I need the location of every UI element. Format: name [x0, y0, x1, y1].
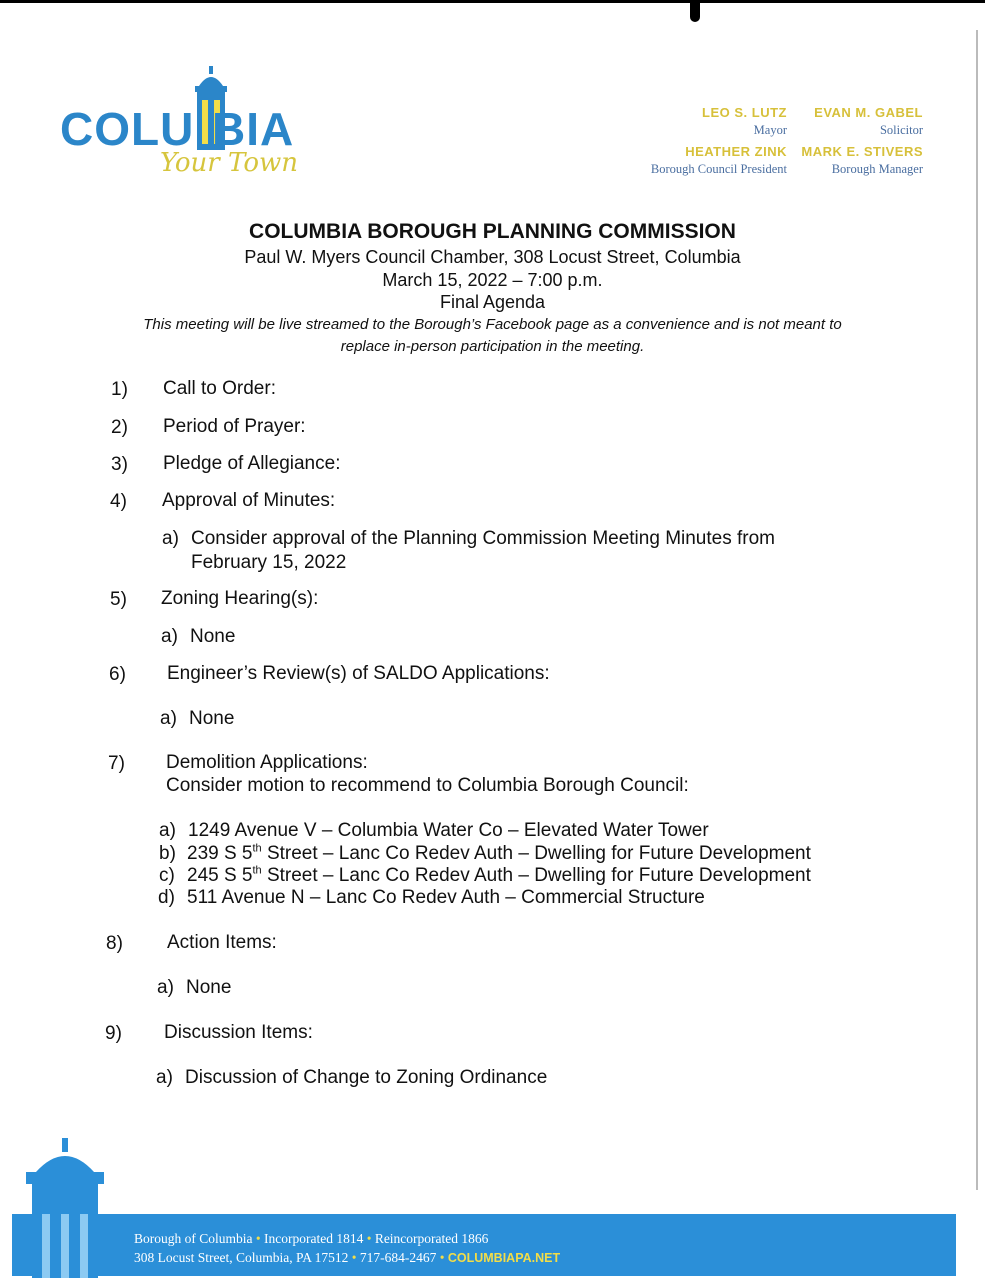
- agenda-sub-letter: c): [159, 865, 175, 886]
- columbia-logo: [60, 66, 310, 186]
- agenda-item-title: Discussion Items:: [164, 1022, 313, 1043]
- agenda-sub-text: None: [190, 626, 236, 647]
- tower-icon: [22, 1138, 108, 1278]
- agenda-sub-letter: a): [160, 708, 177, 729]
- agenda-sub-text: Discussion of Change to Zoning Ordinance: [185, 1067, 548, 1088]
- meeting-datetime: March 15, 2022 – 7:00 p.m.: [382, 270, 603, 290]
- footer-phone: 717-684-2467: [359, 1250, 437, 1265]
- footer-contact-line: 308 Locust Street, Columbia, PA 17512 • 717-684-2467 • COLUMBIAPA.NET: [134, 1250, 561, 1265]
- agenda-type: Final Agenda: [439, 292, 546, 312]
- scan-right-edge: [976, 30, 978, 1190]
- agenda-number: 1): [111, 379, 128, 400]
- agenda-sub-text: 511 Avenue N – Lanc Co Redev Auth – Commercial Structure: [187, 887, 705, 908]
- document-title: COLUMBIA BOROUGH PLANNING COMMISSION: [249, 220, 736, 243]
- official-mayor: [702, 105, 787, 138]
- official-title: Borough Manager: [831, 162, 923, 176]
- official-title: Solicitor: [879, 123, 923, 137]
- livestream-note-line-2: replace in-person participation in the meeting.: [340, 338, 645, 355]
- agenda-number: 8): [106, 933, 123, 954]
- agenda-item-title: Call to Order:: [163, 378, 276, 399]
- agenda-sub-text: Consider approval of the Planning Commission Meeting Minutes from: [191, 528, 775, 549]
- agenda-item-title: Pledge of Allegiance:: [163, 453, 341, 474]
- agenda-sub-letter: a): [161, 626, 178, 647]
- official-name: HEATHER ZINK: [685, 144, 787, 159]
- agenda-item-title: Period of Prayer:: [163, 416, 306, 437]
- agenda-number: 3): [111, 454, 128, 475]
- official-name: LEO S. LUTZ: [702, 105, 787, 120]
- logo-tagline: Your Town: [160, 148, 298, 178]
- official-title: Borough Council President: [650, 162, 787, 176]
- official-solicitor: [814, 105, 923, 138]
- official-name: MARK E. STIVERS: [801, 144, 923, 159]
- agenda-item-title: Zoning Hearing(s):: [161, 588, 319, 609]
- agenda-sub-letter: a): [156, 1067, 173, 1088]
- agenda-item-title: Demolition Applications:: [166, 752, 368, 773]
- agenda-number: 7): [108, 753, 125, 774]
- scan-mark: [690, 0, 700, 22]
- agenda-sub-letter: b): [159, 843, 176, 864]
- official-borough-manager: [801, 144, 923, 177]
- official-council-president: [651, 144, 787, 177]
- agenda-sub-text: None: [186, 977, 232, 998]
- agenda-sub-letter: a): [159, 820, 176, 841]
- official-title: Mayor: [753, 123, 787, 137]
- footer-website-link[interactable]: COLUMBIAPA.NET: [447, 1251, 561, 1265]
- agenda-item-title: Action Items:: [167, 932, 277, 953]
- livestream-note-line-1: This meeting will be live streamed to the Borough’s Facebook page as a convenience and is not meant to: [143, 316, 842, 333]
- footer-history-line: Borough of Columbia • Incorporated 1814 • Reincorporated 1866: [134, 1231, 489, 1246]
- agenda-sub-text-continued: February 15, 2022: [191, 552, 347, 573]
- agenda-sub-text: None: [189, 708, 235, 729]
- logo-word-left: COLU: [60, 103, 195, 155]
- logo-word-right: BIA: [212, 103, 295, 155]
- agenda-item-subtitle: Consider motion to recommend to Columbia Borough Council:: [166, 775, 689, 796]
- agenda-number: 4): [110, 491, 127, 512]
- agenda-number: 6): [109, 664, 126, 685]
- footer-address: 308 Locust Street, Columbia, PA 17512: [134, 1250, 349, 1265]
- scan-top-edge: [0, 0, 985, 3]
- official-name: EVAN M. GABEL: [814, 105, 923, 120]
- agenda-sub-letter: a): [162, 528, 179, 549]
- agenda-sub-text: 1249 Avenue V – Columbia Water Co – Elevated Water Tower: [188, 820, 709, 841]
- agenda-number: 5): [110, 589, 127, 610]
- agenda-sub-text: 239 S 5th Street – Lanc Co Redev Auth – Dwelling for Future Development: [187, 842, 811, 864]
- agenda-sub-letter: d): [158, 887, 175, 908]
- agenda-sub-letter: a): [157, 977, 174, 998]
- agenda-sub-text: 245 S 5th Street – Lanc Co Redev Auth – Dwelling for Future Development: [187, 864, 811, 886]
- agenda-number: 9): [105, 1023, 122, 1044]
- agenda-number: 2): [111, 417, 128, 438]
- meeting-location: Paul W. Myers Council Chamber, 308 Locust Street, Columbia: [244, 247, 741, 267]
- agenda-item-title: Approval of Minutes:: [162, 490, 336, 511]
- agenda-item-title: Engineer’s Review(s) of SALDO Applications:: [167, 663, 550, 684]
